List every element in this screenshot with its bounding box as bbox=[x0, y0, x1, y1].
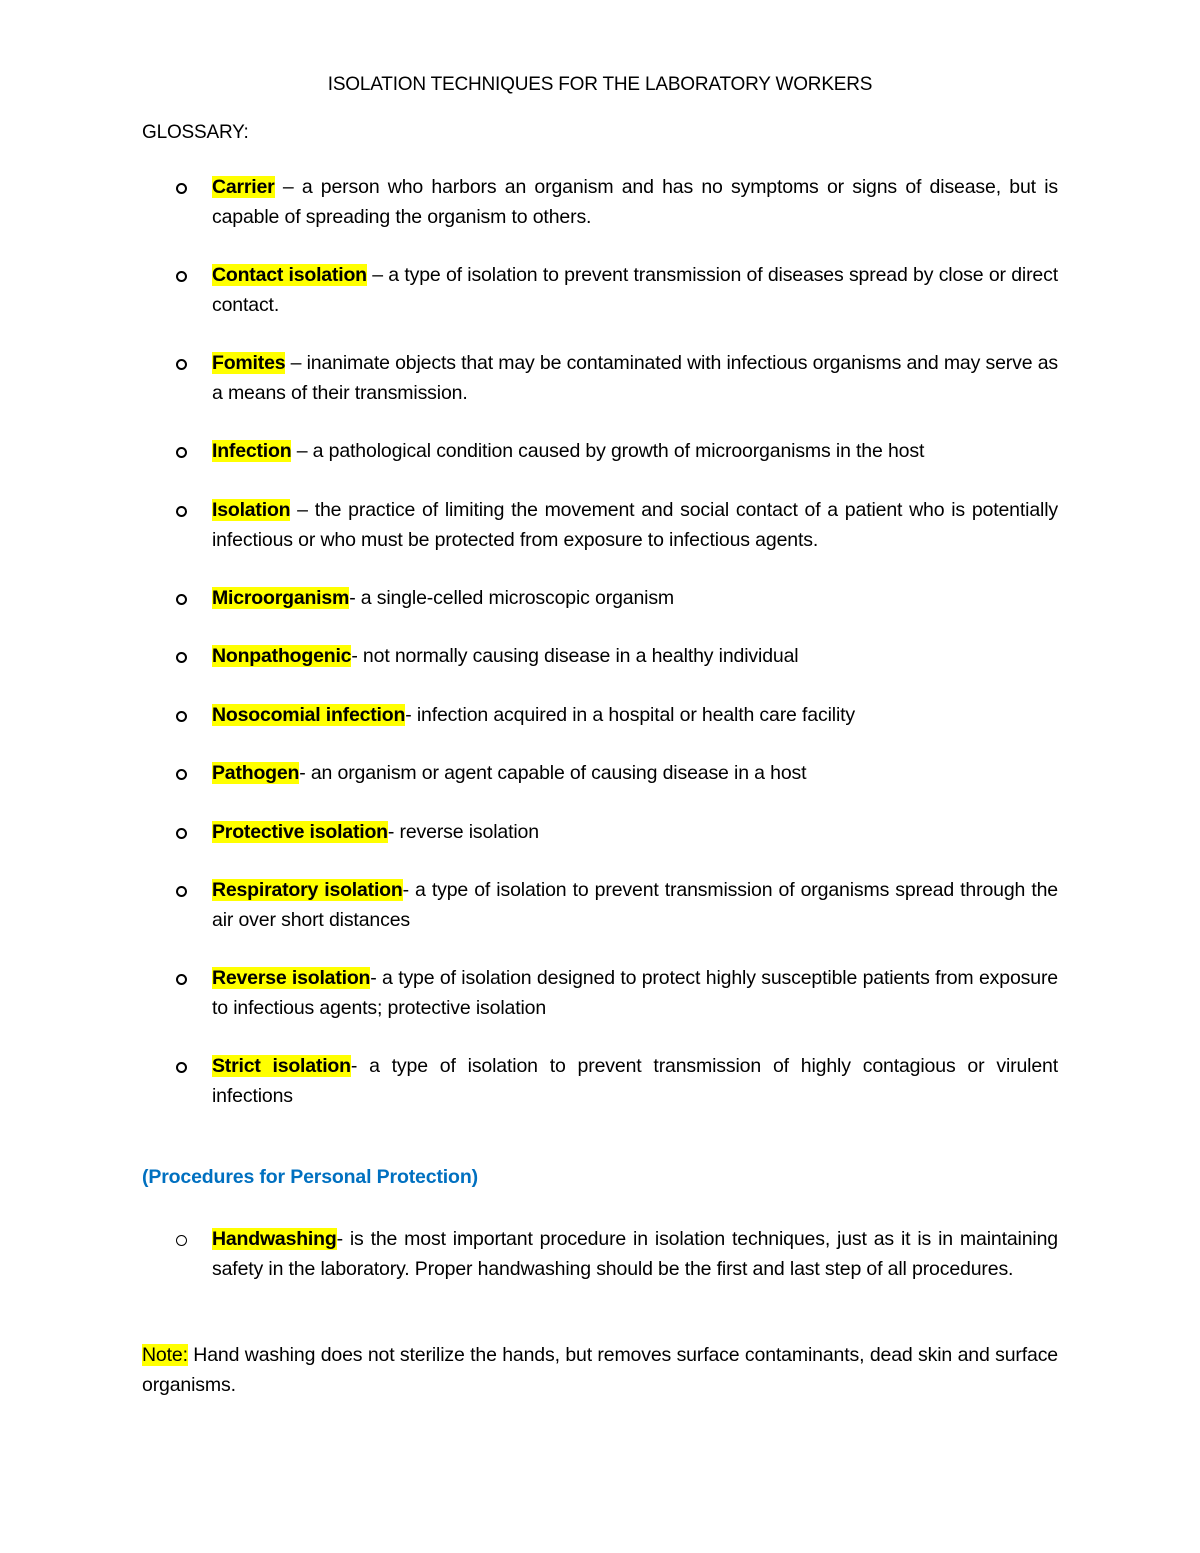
hollow-bullet-icon bbox=[176, 447, 187, 458]
glossary-definition: - a type of isolation to prevent transmission of organisms spread through the air over short distances bbox=[212, 879, 1058, 931]
glossary-definition: - infection acquired in a hospital or health care facility bbox=[405, 703, 856, 726]
glossary-definition: – a person who harbors an organism and has no symptoms or signs of disease, but is capable of spreading the organism to others. bbox=[212, 176, 1058, 228]
glossary-definition: - not normally causing disease in a healthy individual bbox=[351, 645, 799, 667]
glossary-entry-contact-isolation bbox=[142, 260, 1058, 320]
glossary-definition: - a type of isolation designed to protect highly susceptible patients from exposure to infectious agents; protective isolation bbox=[212, 967, 1058, 1019]
glossary-definition: - reverse isolation bbox=[387, 820, 539, 843]
glossary-entry-infection bbox=[142, 436, 1058, 466]
note-paragraph bbox=[142, 1340, 1058, 1400]
hollow-bullet-icon bbox=[176, 828, 187, 839]
glossary-entry-respiratory-isolation bbox=[142, 875, 1058, 935]
glossary-entry-microorganism bbox=[142, 583, 1058, 613]
glossary-term: Fomites bbox=[212, 352, 286, 374]
glossary-term: Respiratory isolation bbox=[212, 879, 403, 901]
glossary-term: Carrier bbox=[212, 176, 275, 198]
glossary-entry-pathogen bbox=[142, 758, 1058, 788]
procedure-definition: - is the most important procedure in isolation techniques, just as it is in maintaining safety in the laboratory. Proper handwashing should be the first and last step of all procedures. bbox=[212, 1228, 1058, 1280]
glossary-entry-nonpathogenic bbox=[142, 641, 1058, 671]
hollow-bullet-icon bbox=[176, 1235, 187, 1246]
glossary-entry-strict-isolation bbox=[142, 1051, 1058, 1111]
hollow-bullet-icon bbox=[176, 359, 187, 370]
glossary-entry-isolation bbox=[142, 495, 1058, 555]
glossary-term: Protective isolation bbox=[212, 820, 388, 843]
hollow-bullet-icon bbox=[176, 506, 187, 517]
glossary-term: Nonpathogenic bbox=[212, 645, 352, 667]
glossary-heading: GLOSSARY: bbox=[142, 122, 249, 143]
glossary-entry-fomites bbox=[142, 348, 1058, 408]
glossary-entry-protective-isolation bbox=[142, 817, 1058, 847]
document-title: ISOLATION TECHNIQUES FOR THE LABORATORY WORKERS bbox=[327, 74, 873, 95]
glossary-term: Isolation bbox=[212, 498, 291, 521]
procedure-entry-handwashing bbox=[142, 1224, 1058, 1284]
note-label: Note: bbox=[142, 1344, 188, 1366]
glossary-definition: - an organism or agent capable of causing disease in a host bbox=[299, 762, 807, 784]
hollow-bullet-icon bbox=[176, 594, 187, 605]
glossary-term: Infection bbox=[212, 440, 292, 462]
note-text: Hand washing does not sterilize the hands, but removes surface contaminants, dead skin and surface organisms. bbox=[142, 1344, 1058, 1396]
glossary-definition: – inanimate objects that may be contaminated with infectious organisms and may serve as a means of their transmission. bbox=[212, 352, 1058, 404]
hollow-bullet-icon bbox=[176, 711, 187, 722]
glossary-entry-reverse-isolation bbox=[142, 963, 1058, 1023]
glossary-term: Nosocomial infection bbox=[212, 703, 406, 726]
glossary-definition: – a pathological condition caused by growth of microorganisms in the host bbox=[291, 440, 925, 462]
glossary-definition: – the practice of limiting the movement and social contact of a patient who is potentially infectious or who must be protected from exposure to infectious agents. bbox=[212, 498, 1058, 551]
glossary-term: Reverse isolation bbox=[212, 967, 371, 989]
hollow-bullet-icon bbox=[176, 886, 187, 897]
glossary-definition: - a type of isolation to prevent transmission of highly contagious or virulent infections bbox=[212, 1055, 1059, 1107]
hollow-bullet-icon bbox=[176, 271, 187, 282]
glossary-term: Contact isolation bbox=[212, 264, 367, 286]
glossary-entry-carrier bbox=[142, 172, 1058, 232]
glossary-term: Microorganism bbox=[212, 586, 350, 609]
procedures-list bbox=[142, 1224, 1058, 1312]
section-heading: (Procedures for Personal Protection) bbox=[142, 1166, 478, 1188]
glossary-list bbox=[142, 172, 1058, 1139]
hollow-bullet-icon bbox=[176, 1062, 187, 1073]
hollow-bullet-icon bbox=[176, 974, 187, 985]
procedure-term: Handwashing bbox=[212, 1228, 337, 1250]
hollow-bullet-icon bbox=[176, 652, 187, 663]
glossary-entry-nosocomial-infection bbox=[142, 700, 1058, 730]
glossary-term: Pathogen bbox=[212, 762, 300, 784]
glossary-term: Strict isolation bbox=[212, 1055, 351, 1077]
hollow-bullet-icon bbox=[176, 183, 187, 194]
glossary-definition: – a type of isolation to prevent transmission of diseases spread by close or direct contact. bbox=[212, 264, 1058, 316]
hollow-bullet-icon bbox=[176, 769, 187, 780]
glossary-definition: - a single-celled microscopic organism bbox=[349, 586, 675, 609]
